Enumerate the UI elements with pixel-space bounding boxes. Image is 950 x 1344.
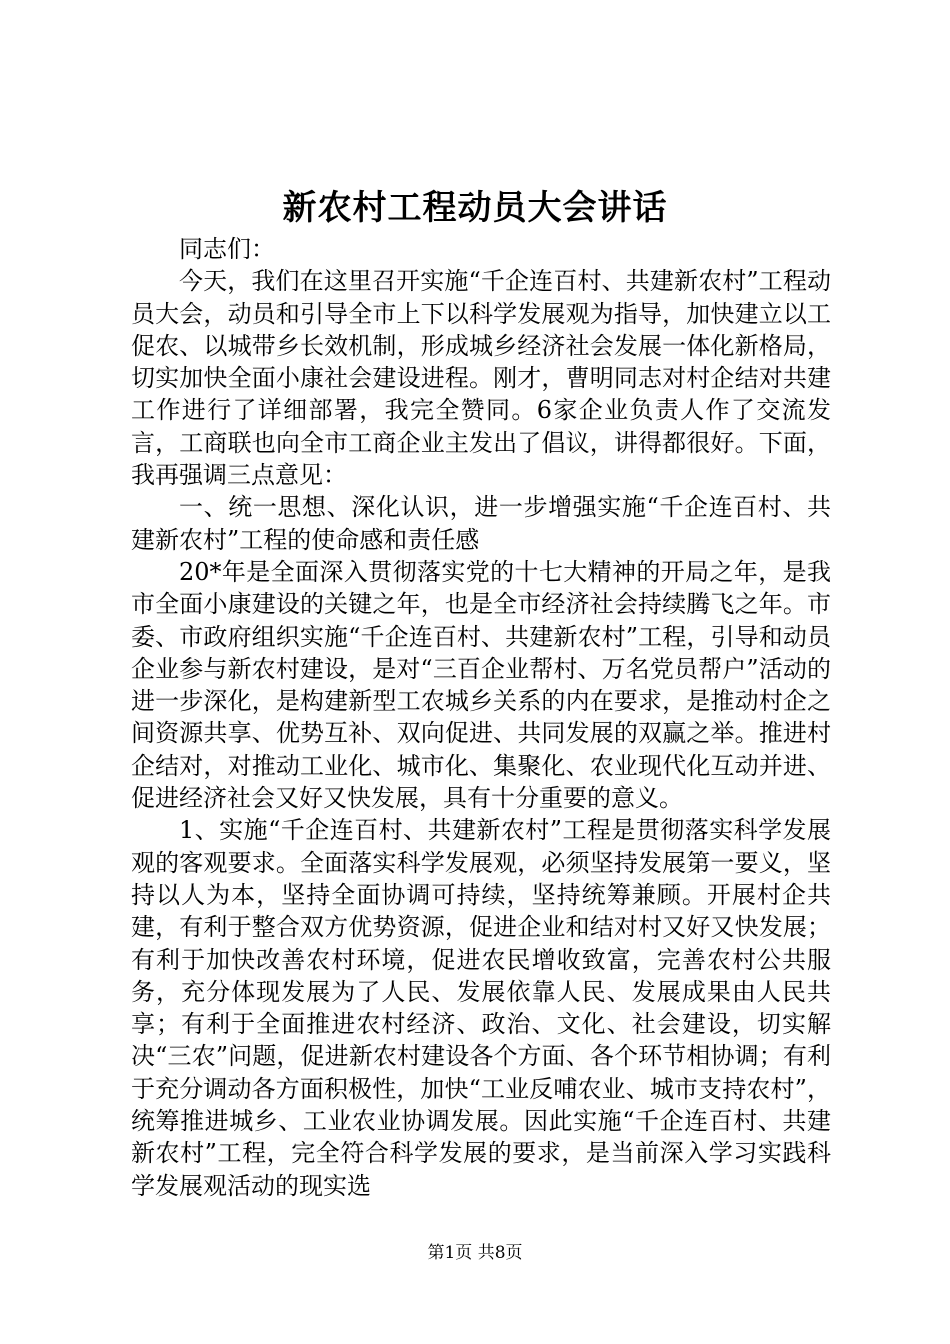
point-1-paragraph: 1、实施“千企连百村、共建新农村”工程是贯彻落实科学发展观的客观要求。全面落实科学发展观，必须坚持发展第一要义，坚持以人为本，坚持全面协调可持续，坚持统筹兼顾。开展村企共建，有利于整合双方优势资源，促进企业和结对村又好又快发展；有利于加快改善农村环境，促进农民增收致富，完善农村公共服务，充分体现发展为了人民、发展依靠人民、发展成果由人民共享；有利于全面推进农村经济、政治、文化、社会建设，切实解决“三农”问题，促进新农村建设各个方面、各个环节相协调；有利于充分调动各方面积极性，加快“工业反哺农业、城市支持农村”，统筹推进城乡、工业农业协调发展。因此实施“千企连百村、共建新农村”工程，完全符合科学发展的要求，是当前深入学习实践科学发展观活动的现实选 bbox=[131, 816, 831, 1200]
intro-paragraph: 今天，我们在这里召开实施“千企连百村、共建新农村”工程动员大会，动员和引导全市上下以科学发展观为指导，加快建立以工促农、以城带乡长效机制，形成城乡经济社会发展一体化新格局，切实加快全面小康社会建设进程。刚才，曹明同志对村企结对共建工作进行了详细部署，我完全赞同。6家企业负责人作了交流发言，工商联也向全市工商企业主发出了倡议，讲得都很好。下面，我再强调三点意见： bbox=[131, 267, 831, 490]
document-body bbox=[131, 233, 831, 1202]
page-footer: 第1页 共8页 bbox=[427, 1243, 523, 1263]
document-title: 新农村工程动员大会讲话 bbox=[282, 188, 668, 228]
greeting-paragraph: 同志们： bbox=[179, 235, 275, 263]
section-heading-1: 一、统一思想、深化认识，进一步增强实施“千企连百村、共建新农村”工程的使命感和责任感 bbox=[131, 493, 831, 554]
body-paragraph: 20*年是全面深入贯彻落实党的十七大精神的开局之年，是我市全面小康建设的关键之年，也是全市经济社会持续腾飞之年。市委、市政府组织实施“千企连百村、共建新农村”工程，引导和动员企业参与新农村建设，是对“三百企业帮村、万名党员帮户”活动的进一步深化，是构建新型工农城乡关系的内在要求，是推动村企之间资源共享、优势互补、双向促进、共同发展的双赢之举。推进村企结对，对推动工业化、城市化、集聚化、农业现代化互动并进、促进经济社会又好又快发展，具有十分重要的意义。 bbox=[131, 557, 831, 813]
